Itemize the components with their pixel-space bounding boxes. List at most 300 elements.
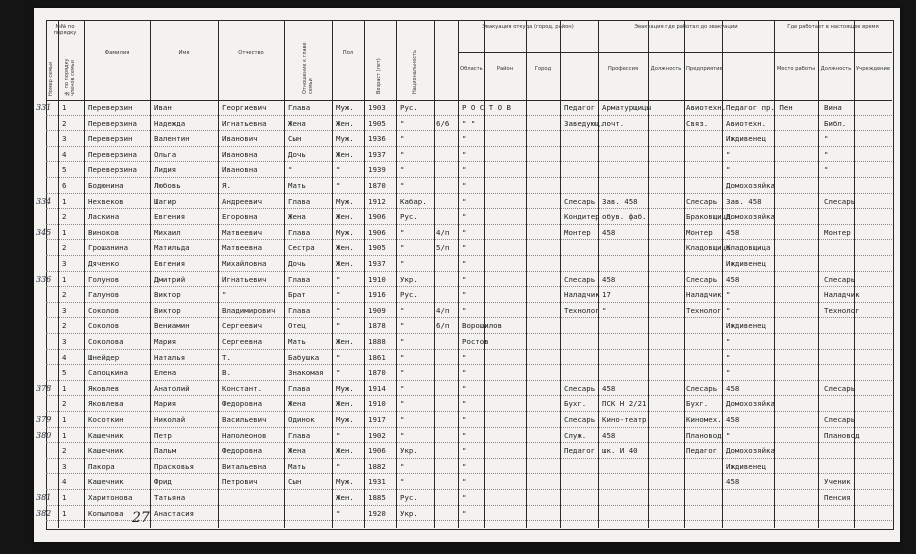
cell-surname: Кашечник	[88, 430, 124, 440]
family-number: 336	[36, 274, 52, 284]
cell-sex: Муж.	[336, 415, 354, 424]
cell-work: шк. И 40	[602, 446, 638, 456]
cell-surname: Дяченко	[88, 259, 120, 268]
cell-cls: 5/п	[436, 243, 450, 253]
cell-patr: Наполеонов	[222, 430, 267, 440]
cell-evac: "	[462, 227, 467, 237]
cell-now2: Педагог пр. Пен	[726, 103, 793, 112]
cell-now2: Домохозяйка	[726, 399, 775, 409]
row-divider	[46, 317, 892, 318]
cell-evac: "	[462, 305, 467, 315]
cell-rel: Глава	[288, 103, 311, 112]
family-number: 378	[36, 383, 52, 393]
column-divider	[284, 20, 285, 528]
cell-yr: 1878	[368, 321, 386, 331]
cell-name: Татьяна	[154, 493, 186, 502]
cell-n: 1	[62, 103, 67, 112]
cell-evac: "	[462, 165, 467, 175]
cell-now1: Педагог	[686, 446, 718, 456]
cell-sex: "	[336, 368, 341, 378]
cell-patr: Сергеевич	[222, 321, 263, 331]
cell-yr: 1902	[368, 430, 386, 440]
header-now-post: Должность	[820, 66, 852, 72]
cell-nat: Рус.	[400, 290, 418, 300]
row-divider	[46, 255, 892, 256]
cell-sex: "	[336, 508, 341, 518]
cell-work: 458	[602, 383, 616, 393]
cell-now2: Иждивенец	[726, 134, 767, 144]
cell-name: Лидия	[154, 165, 177, 175]
cell-yr: 1912	[368, 196, 386, 206]
cell-name: Виктор	[154, 305, 181, 315]
cell-n: 2	[62, 290, 67, 300]
cell-now2: Домохозяйка	[726, 181, 775, 190]
cell-now2: 458	[726, 415, 740, 424]
cell-name: Шагир	[154, 196, 177, 206]
row-divider	[46, 146, 892, 147]
cell-surname: Нехвеков	[88, 196, 124, 206]
cell-now1: Киномех.	[686, 415, 722, 424]
column-divider	[58, 20, 59, 528]
cell-prof: Педагог	[564, 103, 596, 112]
cell-name: Дмитрий	[154, 274, 186, 284]
cell-now2: "	[726, 337, 731, 346]
cell-prof: Слесарь	[564, 274, 596, 284]
cell-rel: Знакомая	[288, 368, 324, 378]
cell-sex: Муж.	[336, 196, 354, 206]
document-sheet	[34, 8, 900, 542]
cell-n: 3	[62, 337, 67, 346]
cell-rel: Брат	[288, 290, 306, 300]
cell-sex: "	[336, 461, 341, 471]
cell-yr: 1931	[368, 477, 386, 487]
cell-rel: Глава	[288, 383, 311, 393]
cell-now2: Зав. 458	[726, 196, 762, 206]
cell-now2: 458	[726, 227, 740, 237]
family-number: 345	[36, 227, 52, 237]
row-divider	[46, 427, 892, 428]
cell-nat: "	[400, 430, 405, 440]
cell-now3: Технолог	[824, 305, 860, 315]
cell-patr: Игнатьевич	[222, 274, 267, 284]
cell-nat: "	[400, 477, 405, 487]
cell-work: 458	[602, 227, 616, 237]
cell-patr: Федоровна	[222, 446, 263, 456]
cell-prof: Кондитер	[564, 212, 600, 222]
cell-prof: Слесарь	[564, 415, 596, 424]
cell-now2: Авиотехн.	[726, 118, 767, 128]
cell-name: Анастасия	[154, 508, 195, 518]
cell-now3: Наладчик	[824, 290, 860, 300]
cell-now2: "	[726, 368, 731, 378]
cell-sex: "	[336, 305, 341, 315]
cell-name: Михаил	[154, 227, 181, 237]
row-divider	[46, 271, 892, 272]
cell-yr: 1906	[368, 446, 386, 456]
cell-surname: Переверзина	[88, 118, 137, 128]
cell-now2: Кладовщица	[726, 243, 771, 253]
cell-nat: "	[400, 337, 405, 346]
header-person-no: № по порядку членов семьи	[64, 58, 76, 96]
cell-n: 1	[62, 274, 67, 284]
cell-work: 17	[602, 290, 611, 300]
cell-rel: Глава	[288, 274, 311, 284]
cell-surname: Яковлева	[88, 399, 124, 409]
cell-patr: Иванович	[222, 134, 258, 144]
table-header	[46, 20, 892, 101]
cell-yr: 1920	[368, 508, 386, 518]
cell-now1: Связ.	[686, 118, 709, 128]
cell-prof: Наладчик	[564, 290, 600, 300]
cell-n: 1	[62, 196, 67, 206]
cell-nat: "	[400, 399, 405, 409]
cell-n: 2	[62, 118, 67, 128]
cell-now2: "	[726, 305, 731, 315]
cell-rel: Жена	[288, 118, 306, 128]
cell-rel: "	[288, 165, 293, 175]
cell-n: 2	[62, 243, 67, 253]
cell-evac: "	[462, 368, 467, 378]
cell-name: Фрид	[154, 477, 172, 487]
cell-sex: Муж.	[336, 103, 354, 112]
cell-sex: Муж.	[336, 134, 354, 144]
cell-now1: Плановод	[686, 430, 722, 440]
cell-n: 1	[62, 227, 67, 237]
cell-nat: "	[400, 383, 405, 393]
cell-rel: Глава	[288, 305, 311, 315]
cell-patr: Ивановна	[222, 165, 258, 175]
row-divider	[46, 520, 892, 521]
cell-yr: 1905	[368, 118, 386, 128]
header-city: Город	[534, 66, 552, 72]
cell-nat: "	[400, 305, 405, 315]
header-nationality: Национальность	[412, 50, 418, 94]
cell-rel: Дочь	[288, 259, 306, 268]
cell-now2: "	[726, 290, 731, 300]
cell-rel: Одинок	[288, 415, 315, 424]
cell-now2: Домохозяйка	[726, 446, 775, 456]
cell-now3: "	[824, 149, 829, 159]
cell-now3: Вина	[824, 103, 842, 112]
cell-yr: 1916	[368, 290, 386, 300]
cell-n: 2	[62, 321, 67, 331]
cell-n: 3	[62, 305, 67, 315]
header-num-group: №№ по порядку	[53, 24, 77, 36]
cell-yr: 1909	[368, 305, 386, 315]
cell-name: Анатолий	[154, 383, 190, 393]
cell-now1: Монтер	[686, 227, 713, 237]
row-divider	[46, 442, 892, 443]
cell-yr: 1910	[368, 399, 386, 409]
cell-name: Елена	[154, 368, 177, 378]
cell-now2: Иждивенец	[726, 461, 767, 471]
cell-nat: "	[400, 415, 405, 424]
cell-rel: Бабушка	[288, 352, 320, 362]
column-divider	[458, 20, 459, 528]
cell-now2: "	[726, 165, 731, 175]
column-divider	[84, 20, 85, 528]
cell-now2: "	[726, 352, 731, 362]
column-divider	[526, 20, 527, 528]
family-number: 380	[36, 430, 52, 440]
column-divider	[598, 20, 599, 528]
cell-now2: 458	[726, 383, 740, 393]
cell-now1: Кладовщица	[686, 243, 731, 253]
column-divider	[818, 20, 819, 528]
cell-surname: Соколов	[88, 305, 120, 315]
row-divider	[46, 458, 892, 459]
cell-patr: Т.	[222, 352, 231, 362]
cell-rel: Мать	[288, 181, 306, 190]
cell-name: Валентин	[154, 134, 190, 144]
cell-sex: Жен.	[336, 118, 354, 128]
cell-name: Иван	[154, 103, 172, 112]
cell-n: 1	[62, 430, 67, 440]
column-divider	[150, 20, 151, 528]
cell-cls: 6/п	[436, 321, 450, 331]
cell-yr: 1917	[368, 415, 386, 424]
row-divider	[46, 193, 892, 194]
cell-prof: Служ.	[564, 430, 587, 440]
cell-rel: Жена	[288, 212, 306, 222]
header-sex: Пол	[342, 50, 354, 56]
column-divider	[434, 20, 435, 528]
group-divider	[598, 52, 774, 53]
row-divider	[46, 115, 892, 116]
cell-rel: Сын	[288, 134, 302, 144]
cell-nat: "	[400, 259, 405, 268]
cell-surname: Кашечник	[88, 477, 124, 487]
cell-now3: "	[824, 165, 829, 175]
cell-yr: 1905	[368, 243, 386, 253]
cell-evac: "	[462, 274, 467, 284]
row-divider	[46, 364, 892, 365]
row-divider	[46, 411, 892, 412]
cell-yr: 1939	[368, 165, 386, 175]
row-divider	[46, 349, 892, 350]
cell-name: Мария	[154, 399, 177, 409]
cell-evac: "	[462, 477, 467, 487]
header-surname: Фамилия	[104, 50, 130, 56]
cell-cls: 6/6	[436, 118, 450, 128]
cell-nat: "	[400, 321, 405, 331]
cell-prof: Слесарь	[564, 196, 596, 206]
row-divider	[46, 505, 892, 506]
cell-n: 1	[62, 493, 67, 502]
cell-now1: Авиотехн.	[686, 103, 727, 112]
row-divider	[46, 130, 892, 131]
header-enterprise: Предприятие	[686, 66, 723, 72]
cell-patr: Владимирович	[222, 305, 276, 315]
cell-n: 2	[62, 212, 67, 222]
column-divider	[218, 20, 219, 528]
cell-yr: 1861	[368, 352, 386, 362]
cell-work: Арматурщицы	[602, 103, 651, 112]
cell-evac: "	[462, 243, 467, 253]
row-divider	[46, 286, 892, 287]
cell-work: 458	[602, 430, 616, 440]
cell-evac: "	[462, 259, 467, 268]
row-divider	[46, 239, 892, 240]
cell-evac: Ворошилов	[462, 321, 503, 331]
cell-now2: Иждивенец	[726, 259, 767, 268]
cell-nat: Рус.	[400, 493, 418, 502]
cell-name: Евгения	[154, 259, 186, 268]
row-divider	[46, 208, 892, 209]
header-profession: Профессия	[607, 66, 639, 72]
header-age: Возраст (лет)	[376, 58, 382, 94]
cell-rel: Сын	[288, 477, 302, 487]
group-divider	[458, 52, 598, 53]
cell-nat: "	[400, 181, 405, 190]
cell-n: 1	[62, 415, 67, 424]
cell-sex: Жен.	[336, 212, 354, 222]
cell-patr: Констант.	[222, 383, 263, 393]
cell-prof: Заведующ.	[564, 118, 605, 128]
cell-evac: "	[462, 493, 467, 502]
cell-rel: Отец	[288, 321, 306, 331]
cell-evac: "	[462, 181, 467, 190]
cell-n: 3	[62, 134, 67, 144]
cell-evac: "	[462, 508, 467, 518]
cell-now1: Браковщица	[686, 212, 731, 222]
cell-evac: "	[462, 430, 467, 440]
cell-surname: Ласкина	[88, 212, 120, 222]
cell-evac: "	[462, 134, 467, 144]
cell-n: 4	[62, 149, 67, 159]
cell-sex: Муж.	[336, 477, 354, 487]
cell-now3: Слесарь	[824, 274, 856, 284]
cell-nat: "	[400, 352, 405, 362]
cell-nat: Кабар.	[400, 196, 427, 206]
cell-surname: Копылова	[88, 508, 124, 518]
cell-nat: "	[400, 134, 405, 144]
cell-sex: Жен.	[336, 446, 354, 456]
cell-cls: 4/п	[436, 305, 450, 315]
cell-yr: 1906	[368, 227, 386, 237]
cell-patr: Егоровна	[222, 212, 258, 222]
cell-patr: Игнатьевна	[222, 118, 267, 128]
cell-sex: Жен.	[336, 243, 354, 253]
cell-sex: "	[336, 290, 341, 300]
cell-nat: Рус.	[400, 212, 418, 222]
cell-patr: Федоровна	[222, 399, 263, 409]
cell-name: Пальм	[154, 446, 177, 456]
family-number: 334	[36, 196, 52, 206]
header-region: Область	[460, 66, 483, 72]
cell-now3: Библ.	[824, 118, 847, 128]
cell-evac: "	[462, 461, 467, 471]
cell-now1: Технолог	[686, 305, 722, 315]
column-divider	[364, 20, 365, 528]
cell-yr: 1870	[368, 181, 386, 190]
cell-name: Николай	[154, 415, 186, 424]
cell-prof: Бухг.	[564, 399, 587, 409]
cell-now1: Слесарь	[686, 196, 718, 206]
family-number: 331	[36, 103, 52, 112]
cell-now3: Слесарь	[824, 415, 856, 424]
cell-now3: Монтер	[824, 227, 851, 237]
cell-surname: Переверзина	[88, 165, 137, 175]
cell-nat: "	[400, 118, 405, 128]
cell-yr: 1936	[368, 134, 386, 144]
cell-sex: "	[336, 321, 341, 331]
cell-now2: "	[726, 430, 731, 440]
cell-work: почт.	[602, 118, 625, 128]
header-evac-from: Эвакуация откуда (город, район)	[482, 24, 574, 30]
cell-sex: "	[336, 165, 341, 175]
cell-surname: Бодюнина	[88, 181, 124, 190]
cell-yr: 1888	[368, 337, 386, 346]
page-number: 27	[132, 510, 150, 526]
header-now-org: Учреждение	[856, 66, 891, 72]
cell-n: 6	[62, 181, 67, 190]
column-divider	[648, 20, 649, 528]
cell-nat: "	[400, 227, 405, 237]
cell-name: Мария	[154, 337, 177, 346]
cell-rel: Глава	[288, 227, 311, 237]
cell-surname: Переверзин	[88, 103, 133, 112]
cell-surname: Косоткин	[88, 415, 124, 424]
cell-evac: "	[462, 383, 467, 393]
cell-n: 4	[62, 352, 67, 362]
cell-sex: Жен.	[336, 337, 354, 346]
cell-rel: Мать	[288, 461, 306, 471]
cell-work: "	[602, 305, 607, 315]
cell-surname: Галунов	[88, 290, 120, 300]
cell-name: Любовь	[154, 181, 181, 190]
cell-now3: Пенсия	[824, 493, 851, 502]
cell-rel: Дочь	[288, 149, 306, 159]
column-divider	[484, 20, 485, 528]
row-divider	[46, 161, 892, 162]
cell-now1: Слесарь	[686, 274, 718, 284]
family-number: 381	[36, 493, 52, 502]
cell-surname: Переверзина	[88, 149, 137, 159]
cell-name: Надежда	[154, 118, 186, 128]
family-number: 379	[36, 415, 52, 424]
cell-surname: Харитонова	[88, 493, 133, 502]
cell-now3: "	[824, 134, 829, 144]
cell-surname: Шнейдер	[88, 352, 120, 362]
cell-evac: "	[462, 212, 467, 222]
cell-patr: Ивановна	[222, 149, 258, 159]
cell-surname: Пакора	[88, 461, 115, 471]
cell-prof: Слесарь	[564, 383, 596, 393]
cell-sex: "	[336, 352, 341, 362]
column-divider	[560, 20, 561, 528]
cell-now3: Слесарь	[824, 196, 856, 206]
cell-sex: Муж.	[336, 383, 354, 393]
cell-evac: "	[462, 415, 467, 424]
cell-patr: Михайловна	[222, 259, 267, 268]
cell-yr: 1937	[368, 259, 386, 268]
cell-evac: "	[462, 399, 467, 409]
header-patronymic: Отчество	[238, 50, 264, 56]
cell-patr: Я.	[222, 181, 231, 190]
cell-rel: Сестра	[288, 243, 315, 253]
cell-cls: 4/п	[436, 227, 450, 237]
cell-work: Кино-театр	[602, 415, 647, 424]
cell-yr: 1885	[368, 493, 386, 502]
column-divider	[332, 20, 333, 528]
cell-surname: Голунов	[88, 274, 120, 284]
cell-now2: 458	[726, 274, 740, 284]
cell-sex: Жен.	[336, 149, 354, 159]
cell-surname: Виноков	[88, 227, 120, 237]
cell-surname: Переверзин	[88, 134, 133, 144]
header-relation: Отношение к главе семьи	[302, 42, 314, 94]
